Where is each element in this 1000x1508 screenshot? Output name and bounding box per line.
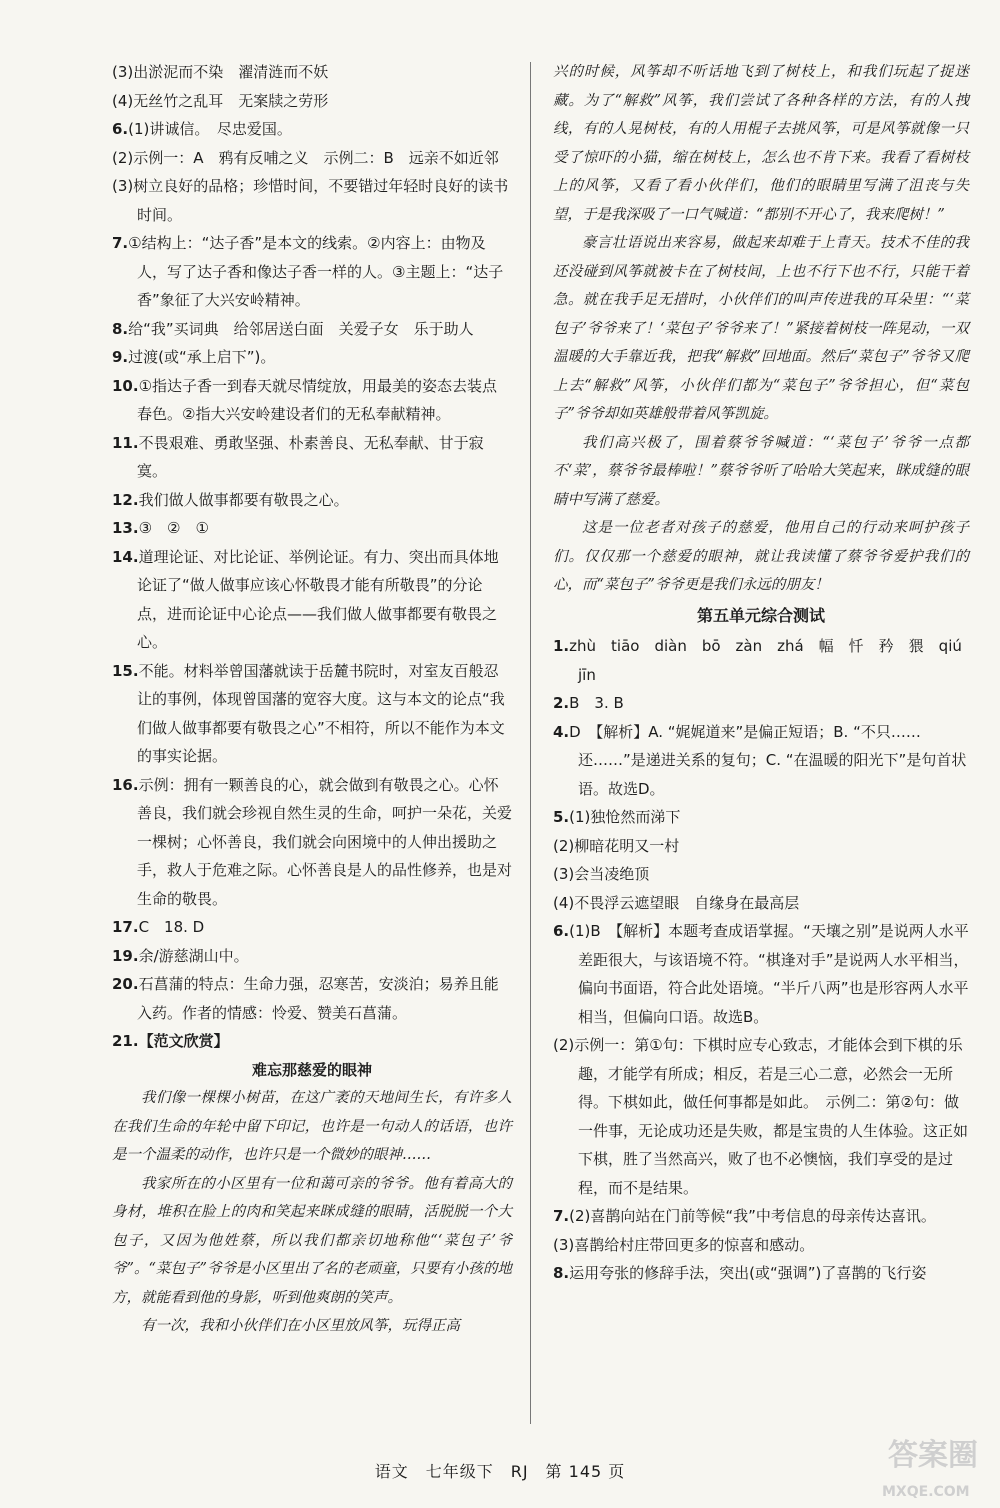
- page-footer: 语文 七年级下 RJ 第 145 页: [374, 1462, 626, 1481]
- answer-text: 余/游慈湖山中。: [138, 946, 249, 965]
- answer-item: [553, 832, 969, 861]
- answer-text: 我们高兴极了，围着蔡爷爷喊道：“‘菜包子’爷爷一点都不‘菜’，蔡爷爷最棒啦！”蔡爷爷听了哈哈大笑起来，眯成缝的眼睛中写满了慈爱。: [553, 434, 969, 508]
- watermark-url: MXQE.COM: [882, 1484, 970, 1500]
- answer-item: [553, 1202, 969, 1231]
- essay-paragraph: [553, 429, 969, 515]
- answer-text: zhù tiāo diàn bō zàn zhá 幅 忏 矜 猥 qiú jīn: [569, 637, 977, 684]
- answer-number: 2.: [553, 694, 570, 712]
- answer-text: 运用夸张的修辞手法，突出(或“强调”)了喜鹊的飞行姿: [569, 1264, 927, 1282]
- answer-item: [112, 172, 512, 229]
- answer-number: 8.: [553, 1264, 570, 1282]
- answer-number: 1.: [553, 637, 570, 655]
- section-title: [553, 602, 969, 631]
- answer-text: 给“我”买词典 给邻居送白面 关爱子女 乐于助人: [128, 319, 474, 338]
- answer-text: (4)不畏浮云遮望眼 自缘身在最高层: [553, 893, 800, 912]
- answer-number: 12.: [112, 490, 139, 509]
- answer-text: 我家所在的小区里有一位和蔼可亲的爷爷。他有着高大的身材，堆积在脸上的肉和笑起来眯成缝的眼睛，活脱脱一个大包子，又因为他姓蔡，所以我们都亲切地称他“‘菜包子’爷爷”。“菜包子”爷爷是小区里出了名的老顽童，只要有小孩的地方，就能看到他的身影，听到他爽朗的笑声。: [112, 1175, 512, 1306]
- answer-text: (2)喜鹊向站在门前等候“我”中考信息的母亲传达喜讯。: [569, 1207, 936, 1225]
- answer-text: (3)树立良好的品格；珍惜时间，不要错过年轻时良好的读书时间。: [112, 177, 509, 224]
- answer-text: (2)示例一：第①句：下棋时应专心致志，才能体会到下棋的乐趣，才能学有所成；相反，若是三心二意，必然会一无所得。下棋如此，做任何事都是如此。 示例二：第②句：做一件事，无论成功还是失败，都是宝贵的人生体验。这正如下棋，胜了当然高兴，败了也不必懊恼，我们享受的是过程，而不是结果。: [553, 1036, 969, 1197]
- answer-number: 8.: [112, 319, 129, 338]
- answer-number: 19.: [112, 946, 139, 965]
- answer-item: [112, 1027, 512, 1056]
- answer-text: 这是一位老者对孩子的慈爱，他用自己的行动来呵护孩子们。仅仅那一个慈爱的眼神，就让我读懂了蔡爷爷爱护我们的心，而“菜包子”爷爷更是我们永远的朋友！: [553, 520, 969, 593]
- answer-item: [112, 942, 512, 971]
- answer-number: 20.: [112, 975, 139, 993]
- answer-number: 17.: [112, 918, 139, 936]
- answer-item: [553, 1259, 969, 1288]
- answer-number: 16.: [112, 775, 139, 794]
- answer-text: 道理论证、对比论证、举例论证。有力、突出而具体地论证了“做人做事应该心怀敬畏才能有所敬畏”的分论点，进而论证中心论点——我们做人做事都要有敬畏之心。: [137, 547, 499, 651]
- answer-text: 我们像一棵棵小树苗，在这广袤的天地间生长，有许多人在我们生命的年轮中留下印记，也许是一句动人的话语，也许是一个温柔的动作，也许只是一个微妙的眼神……: [112, 1090, 512, 1163]
- answer-text: ①结构上：“达子香”是本文的线索。②内容上：由物及人，写了达子香和像达子香一样的人。③主题上：“达子香”象征了大兴安岭精神。: [128, 234, 504, 309]
- answer-item: [112, 913, 512, 942]
- answer-text: 第五单元综合测试: [696, 605, 825, 625]
- answer-item: [553, 1231, 969, 1260]
- answer-number: 5.: [553, 808, 570, 826]
- answer-text: 我们做人做事都要有敬畏之心。: [138, 490, 349, 509]
- answer-item: [112, 657, 512, 771]
- answer-number: 11.: [112, 433, 139, 452]
- answer-number: 6.: [112, 120, 129, 138]
- answer-text: 石菖蒲的特点：生命力强，忍寒苦，安淡泊；易养且能入药。作者的情感：怜爱、赞美石菖蒲。: [137, 975, 499, 1022]
- right-column: [553, 58, 977, 1288]
- answer-item: [112, 87, 512, 116]
- answer-text: 不畏艰难、勇敢坚强、朴素善良、无私奉献、甘于寂寞。: [137, 433, 484, 480]
- answer-item: [112, 514, 512, 543]
- essay-paragraph: [553, 229, 969, 429]
- answer-text: D 【解析】A. “娓娓道来”是偏正短语；B. “不只……还……”是递进关系的复句；C. “在温暖的阳光下”是句首状语。故选D。: [569, 722, 967, 798]
- answer-item: [112, 372, 512, 429]
- answer-text: (1)B 【解析】本题考查成语掌握。“天壤之别”是说两人水平差距很大，与该语境不符。“棋逢对手”是说两人水平相当，偏向书面语，符合此处语境。“半斤八两”也是形容两人水平相当，但偏向口语。故选B。: [569, 922, 969, 1026]
- answer-text: (1)讲诚信。 尽忠爱国。: [128, 120, 292, 138]
- answer-text: 过渡(或“承上启下”)。: [128, 348, 276, 366]
- answer-text: 兴的时候，风筝却不听话地飞到了树枝上，和我们玩起了捉迷藏。为了“解救”风筝，我们尝试了各种各样的方法，有的人拽线，有的人晃树枝，有的人用棍子去挑风筝，可是风筝就像一只受了惊吓的小猫，缩在树枝上，怎么也不肯下来。我看了看树枝上的风筝，又看了看小伙伴们，他们的眼睛里写满了沮丧与失望，于是我深吸了一口气喊道：“都别不开心了，我来爬树！”: [553, 64, 969, 223]
- watermark-text: 答案圈: [888, 1438, 978, 1473]
- answer-text: (4)无丝竹之乱耳 无案牍之劳形: [112, 91, 329, 110]
- answer-text: 难忘那慈爱的眼神: [251, 1060, 372, 1079]
- answer-text: 【范文欣赏】: [138, 1032, 229, 1050]
- answer-number: 21.: [112, 1032, 139, 1050]
- answer-item: [112, 58, 512, 87]
- answer-item: [112, 771, 512, 914]
- answer-text: 豪言壮语说出来容易，做起来却难于上青天。技术不佳的我还没碰到风筝就被卡在了树枝间，上也不行下也不行，只能干着急。就在我手足无措时，小伙伴们的叫声传进我的耳朵里：“‘菜包子’爷爷来了！‘菜包子’爷爷来了！”紧接着树枝一阵晃动，一双温暖的大手靠近我，把我“解救”回地面。然后“菜包子”爷爷又爬上去“解救”风筝，小伙伴们都为“菜包子”爷爷担心，但“菜包子”爷爷却如英雄般带着风筝凯旋。: [553, 235, 969, 422]
- answer-item: [112, 229, 512, 315]
- answer-number: 15.: [112, 661, 139, 680]
- answer-item: [553, 1031, 969, 1202]
- essay-paragraph: [553, 514, 969, 600]
- answer-number: 7.: [112, 234, 129, 252]
- answer-item: [112, 486, 512, 515]
- answer-text: (2)示例一：A 鸦有反哺之义 示例二：B 远亲不如近邻: [112, 148, 499, 167]
- section-title: [112, 1056, 512, 1085]
- answer-number: 4.: [553, 722, 570, 741]
- column-divider: [530, 62, 531, 1424]
- answer-item: [112, 429, 512, 486]
- answer-number: 14.: [112, 547, 139, 566]
- answer-text: 不能。材料举曾国藩就读于岳麓书院时，对室友百般忍让的事例，体现曾国藩的宽容大度。这与本文的论点“我们做人做事都要有敬畏之心”不相符，所以不能作为本文的事实论据。: [137, 661, 505, 765]
- answer-text: (2)柳暗花明又一村: [553, 836, 680, 855]
- answer-item: [112, 144, 512, 173]
- answer-item: [553, 889, 969, 918]
- answer-text: (1)独怆然而涕下: [569, 808, 681, 826]
- answer-item: [112, 970, 512, 1027]
- essay-paragraph: [112, 1312, 512, 1341]
- answer-number: 6.: [553, 922, 570, 940]
- answer-text: ③ ② ①: [138, 519, 209, 537]
- answer-item: [553, 632, 977, 689]
- answer-item: [553, 689, 969, 718]
- essay-paragraph: [553, 58, 969, 229]
- answer-item: [553, 917, 969, 1031]
- essay-paragraph: [112, 1170, 512, 1313]
- answer-text: C 18. D: [138, 918, 205, 936]
- answer-item: [553, 718, 969, 804]
- essay-paragraph: [112, 1084, 512, 1170]
- answer-item: [553, 803, 969, 832]
- answer-number: 10.: [112, 376, 139, 395]
- answer-text: B 3. B: [569, 694, 624, 712]
- answer-text: 示例：拥有一颗善良的心，就会做到有敬畏之心。心怀善良，我们就会珍视自然生灵的生命，呵护一朵花，关爱一棵树；心怀善良，我们就会向困境中的人伸出援助之手，救人于危难之际。心怀善良是人的品性修养，也是对生命的敬畏。: [137, 775, 513, 908]
- answer-text: (3)出淤泥而不染 濯清涟而不妖: [112, 63, 329, 81]
- answer-item: [112, 343, 512, 372]
- answer-item: [112, 115, 512, 144]
- answer-item: [112, 543, 512, 657]
- answer-text: ①指达子香一到春天就尽情绽放，用最美的姿态去装点春色。②指大兴安岭建设者们的无私奉献精神。: [137, 376, 498, 423]
- answer-text: (3)会当凌绝顶: [553, 865, 650, 883]
- left-column: [112, 58, 512, 1341]
- answer-item: [112, 315, 512, 344]
- answer-item: [553, 860, 969, 889]
- watermark-logo: [878, 1438, 990, 1504]
- answer-number: 7.: [553, 1207, 570, 1225]
- answer-text: (3)喜鹊给村庄带回更多的惊喜和感动。: [553, 1235, 815, 1254]
- answer-number: 13.: [112, 519, 139, 537]
- answer-text: 有一次，我和小伙伴们在小区里放风筝，玩得正高: [141, 1318, 460, 1334]
- answer-number: 9.: [112, 348, 129, 366]
